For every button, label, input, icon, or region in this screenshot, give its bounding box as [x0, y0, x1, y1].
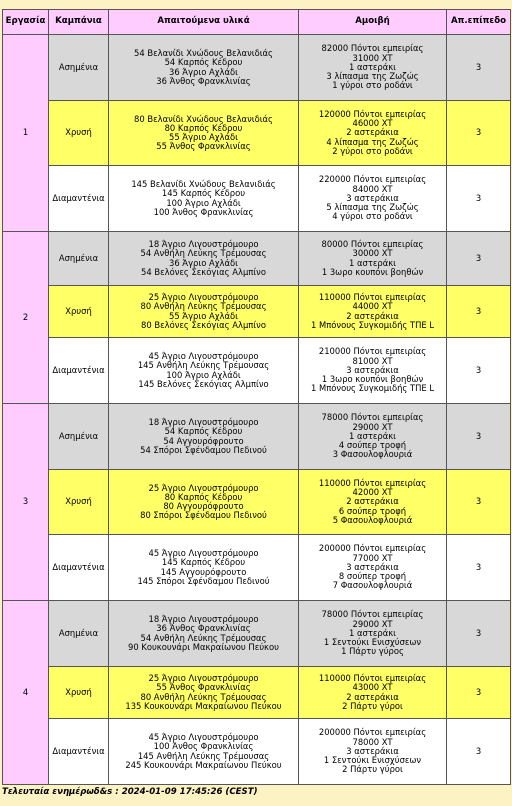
material-line: 54 Καρπός Κέδρου [164, 57, 243, 68]
material-line: 100 Άγριο Αχλάδι [166, 369, 241, 380]
material-line: 45 Άγριο Λιγουστρόμουρο [148, 351, 259, 362]
material-line: 54 Βελανίδι Χνώδους Βελανιδιάς [134, 48, 273, 59]
level-cell: 3 [447, 101, 511, 166]
material-line: 100 Άγριο Αχλάδι [166, 197, 241, 208]
level-cell: 3 [447, 719, 511, 785]
material-line: 145 Σπόροι Σφένδαμου Πεδινού [137, 575, 270, 586]
rewards-cell [299, 35, 447, 101]
level-cell: 3 [447, 470, 511, 535]
campaign-cell: Διαμαντένια [49, 166, 109, 232]
reward-line: 78000 Πόντοι εμπειρίας [321, 609, 424, 620]
reward-line: 30000 XT [352, 248, 393, 259]
campaign-cell: Χρυσή [49, 101, 109, 166]
reward-line: 2 Πάρτυ γύροι [342, 764, 403, 775]
material-line: 245 Κουκουνάρι Μακραίωνου Πεύκου [125, 759, 282, 770]
reward-line: 78000 XT [352, 736, 393, 747]
material-line: 145 Ανθήλη Λεύκης Τρέμουσας [137, 750, 270, 761]
material-line: 100 Άνθος Φρανκλινίας [153, 206, 254, 217]
material-line: 55 Άγριο Αχλάδι [168, 310, 238, 321]
reward-line: 6 σούπερ τροφή [338, 505, 407, 516]
materials-cell [109, 601, 299, 667]
material-line: 36 Άνθος Φρανκλινίας [156, 75, 251, 86]
reward-line: 200000 Πόντοι εμπειρίας [318, 727, 427, 738]
table-row [3, 166, 511, 232]
material-line: 55 Άγριο Αχλάδι [168, 132, 238, 142]
campaign-cell: Χρυσή [49, 286, 109, 338]
table-row [3, 338, 511, 404]
last-updated: Τελευταία ενημέρωδ&s : 2024-01-09 17:45:26 (CEST) [2, 787, 258, 797]
events-table [2, 9, 511, 785]
header-event: Εργασία [3, 10, 49, 35]
reward-line: 42000 XT [352, 487, 393, 498]
campaign-cell: Διαμαντένια [49, 719, 109, 785]
reward-line: 210000 Πόντοι εμπειρίας [318, 346, 427, 357]
campaign-cell: Ασημένια [49, 35, 109, 101]
table-row [3, 35, 511, 101]
reward-line: 78000 Πόντοι εμπειρίας [321, 412, 424, 423]
material-line: 80 Ανθήλη Λεύκης Τρέμουσας [140, 691, 267, 702]
material-line: 25 Άγριο Λιγουστρόμουρο [148, 673, 259, 684]
material-line: 55 Άνθος Φρανκλινίας [156, 141, 251, 152]
reward-line: 29000 XT [352, 618, 393, 629]
material-line: 90 Κουκουνάρι Μακραίωνου Πεύκου [128, 641, 279, 652]
material-line: 25 Άγριο Λιγουστρόμουρο [148, 292, 259, 303]
table-row [3, 232, 511, 286]
level-cell: 3 [447, 667, 511, 719]
reward-line: 7 Φασουλοφλουριά [332, 580, 413, 591]
event-number: 2 [3, 232, 49, 404]
material-line: 80 Καρπός Κέδρου [164, 122, 243, 133]
campaign-cell: Ασημένια [49, 232, 109, 286]
rewards-cell [299, 286, 447, 338]
materials-cell [109, 719, 299, 785]
reward-line: 1 3ωρο κουπόνι βοηθών [321, 374, 424, 385]
reward-line: 4 γύροι στο ροδάνι [332, 211, 413, 222]
reward-line: 82000 Πόντοι εμπειρίας [321, 43, 424, 54]
events-body [3, 35, 511, 785]
table-row [3, 667, 511, 719]
material-line: 18 Άγριο Λιγουστρόμουρο [148, 239, 259, 250]
reward-line: 43000 XT [352, 682, 393, 693]
reward-line: 3 αστεράκια [346, 192, 399, 203]
material-line: 36 Άνθος Φρανκλινίας [156, 623, 251, 634]
table-row [3, 719, 511, 785]
table-row [3, 101, 511, 166]
reward-line: 110000 Πόντοι εμπειρίας [318, 292, 427, 303]
reward-line: 29000 XT [352, 421, 393, 432]
table-row [3, 404, 511, 470]
rewards-cell [299, 338, 447, 404]
reward-line: 120000 Πόντοι εμπειρίας [318, 108, 427, 119]
material-line: 36 Άγριο Αχλάδι [168, 257, 238, 268]
reward-line: 1 Μπόνους Συγκομιδής ΤΠΕ L [311, 319, 434, 330]
level-cell: 3 [447, 232, 511, 286]
reward-line: 8 σούπερ τροφή [338, 571, 407, 582]
material-line: 25 Άγριο Λιγουστρόμουρο [148, 482, 259, 493]
reward-line: 77000 XT [352, 552, 393, 563]
reward-line: 110000 Πόντοι εμπειρίας [318, 673, 427, 684]
level-cell: 3 [447, 35, 511, 101]
event-number: 3 [3, 404, 49, 601]
material-line: 100 Άνθος Φρανκλινίας [153, 741, 254, 752]
reward-line: 110000 Πόντοι εμπειρίας [318, 477, 427, 488]
material-line: 54 Ανθήλη Λεύκης Τρέμουσας [140, 248, 267, 259]
reward-line: 1 Σεντούκι Ενισχύσεων [323, 637, 422, 648]
reward-line: 1 αστεράκι [349, 430, 396, 441]
reward-line: 31000 XT [352, 52, 393, 63]
reward-line: 1 Πάρτυ γύρος [341, 646, 404, 657]
material-line: 18 Άγριο Λιγουστρόμουρο [148, 417, 259, 428]
rewards-cell [299, 535, 447, 601]
material-line: 54 Σπόροι Σφένδαμου Πεδινού [140, 444, 267, 455]
materials-cell [109, 232, 299, 286]
materials-cell [109, 667, 299, 719]
material-line: 80 Ανθήλη Λεύκης Τρέμουσας [140, 301, 267, 312]
rewards-cell [299, 667, 447, 719]
level-cell: 3 [447, 601, 511, 667]
level-cell: 3 [447, 404, 511, 470]
table-row [3, 286, 511, 338]
reward-line: 46000 XT [352, 118, 393, 129]
material-line: 80 Καρπός Κέδρου [164, 491, 243, 502]
reward-line: 3 Φασουλοφλουριά [332, 449, 413, 460]
reward-line: 1 Σεντούκι Ενισχύσεων [323, 755, 422, 766]
rewards-cell [299, 232, 447, 286]
header-campaign: Καμπάνια [49, 10, 109, 35]
material-line: 55 Άνθος Φρανκλινίας [156, 682, 251, 693]
reward-line: 5 Φασουλοφλουριά [332, 514, 413, 525]
level-cell: 3 [447, 535, 511, 601]
materials-cell [109, 404, 299, 470]
material-line: 145 Καρπός Κέδρου [161, 188, 246, 199]
materials-cell [109, 535, 299, 601]
material-line: 54 Ανθήλη Λεύκης Τρέμουσας [140, 632, 267, 643]
reward-line: 2 Πάρτυ γύροι [342, 700, 403, 711]
reward-line: 200000 Πόντοι εμπειρίας [318, 543, 427, 554]
reward-line: 1 3ωρο κουπόνι βοηθών [321, 266, 424, 277]
material-line: 54 Καρπός Κέδρου [164, 426, 243, 437]
material-line: 145 Ανθήλη Λεύκης Τρέμουσας [137, 360, 270, 371]
rewards-cell [299, 601, 447, 667]
reward-line: 2 γύροι στο ροδάνι [332, 145, 413, 156]
reward-line: 4 σούπερ τροφή [338, 440, 407, 451]
reward-line: 5 λίπασμα της Ζωζώς [326, 202, 419, 213]
reward-line: 4 λίπασμα της Ζωζώς [326, 136, 419, 147]
reward-line: 220000 Πόντοι εμπειρίας [318, 174, 427, 185]
reward-line: 3 αστεράκια [346, 364, 399, 375]
material-line: 36 Άγριο Αχλάδι [168, 66, 238, 77]
rewards-cell [299, 404, 447, 470]
campaign-cell: Χρυσή [49, 470, 109, 535]
material-line: 80 Αγγουρόφρουτο [163, 501, 244, 511]
level-cell: 3 [447, 166, 511, 232]
reward-line: 1 αστεράκι [349, 627, 396, 638]
material-line: 80 Βελόνες Σεκόγιας Αλμπίνο [141, 319, 266, 330]
event-number: 4 [3, 601, 49, 785]
reward-line: 1 γύροι στο ροδάνι [332, 80, 413, 91]
reward-line: 1 αστεράκι [349, 61, 396, 72]
rewards-cell [299, 470, 447, 535]
header-rewards: Αμοιβή [299, 10, 447, 35]
material-line: 145 Αγγουρόφρουτο [160, 566, 247, 577]
reward-line: 1 Μπόνους Συγκομιδής ΤΠΕ L [311, 383, 434, 394]
campaign-cell: Χρυσή [49, 667, 109, 719]
header-materials: Απαιτούμενα υλικά [109, 10, 299, 35]
level-cell: 3 [447, 286, 511, 338]
campaign-cell: Διαμαντένια [49, 535, 109, 601]
level-cell: 3 [447, 338, 511, 404]
reward-line: 44000 XT [352, 301, 393, 312]
material-line: 54 Βελόνες Σεκόγιας Αλμπίνο [141, 266, 266, 277]
material-line: 45 Άγριο Λιγουστρόμουρο [148, 548, 259, 559]
table-row [3, 470, 511, 535]
header-row [3, 10, 511, 35]
materials-cell [109, 35, 299, 101]
reward-line: 1 αστεράκι [349, 257, 396, 268]
materials-cell [109, 166, 299, 232]
table-row [3, 601, 511, 667]
material-line: 145 Βελανίδι Χνώδους Βελανιδιάς [131, 179, 276, 190]
campaign-cell: Ασημένια [49, 601, 109, 667]
material-line: 135 Κουκουνάρι Μακραίωνου Πεύκου [125, 700, 282, 711]
material-line: 80 Βελανίδι Χνώδους Βελανιδιάς [134, 113, 273, 124]
reward-line: 2 αστεράκια [346, 127, 399, 138]
reward-line: 80000 Πόντοι εμπειρίας [321, 239, 424, 250]
campaign-cell: Διαμαντένια [49, 338, 109, 404]
table-row [3, 535, 511, 601]
materials-cell [109, 286, 299, 338]
rewards-cell [299, 166, 447, 232]
reward-line: 2 αστεράκια [346, 691, 399, 702]
materials-cell [109, 101, 299, 166]
materials-cell [109, 338, 299, 404]
reward-line: 84000 XT [352, 183, 393, 194]
reward-line: 3 αστεράκια [346, 745, 399, 756]
material-line: 145 Βελόνες Σεκόγιας Αλμπίνο [138, 378, 269, 389]
rewards-cell [299, 101, 447, 166]
material-line: 18 Άγριο Λιγουστρόμουρο [148, 614, 259, 625]
reward-line: 3 λίπασμα της Ζωζώς [326, 71, 419, 82]
material-line: 45 Άγριο Λιγουστρόμουρο [148, 732, 259, 743]
reward-line: 81000 XT [352, 355, 393, 366]
event-number: 1 [3, 35, 49, 232]
materials-cell [109, 470, 299, 535]
campaign-cell: Ασημένια [49, 404, 109, 470]
reward-line: 3 αστεράκια [346, 561, 399, 572]
material-line: 145 Καρπός Κέδρου [161, 557, 246, 568]
material-line: 54 Αγγουρόφρουτο [163, 435, 244, 446]
rewards-cell [299, 719, 447, 785]
reward-line: 2 αστεράκια [346, 496, 399, 507]
header-level: Απ.επίπεδο [447, 10, 511, 35]
reward-line: 2 αστεράκια [346, 310, 399, 321]
material-line: 80 Σπόροι Σφένδαμου Πεδινού [140, 510, 267, 521]
